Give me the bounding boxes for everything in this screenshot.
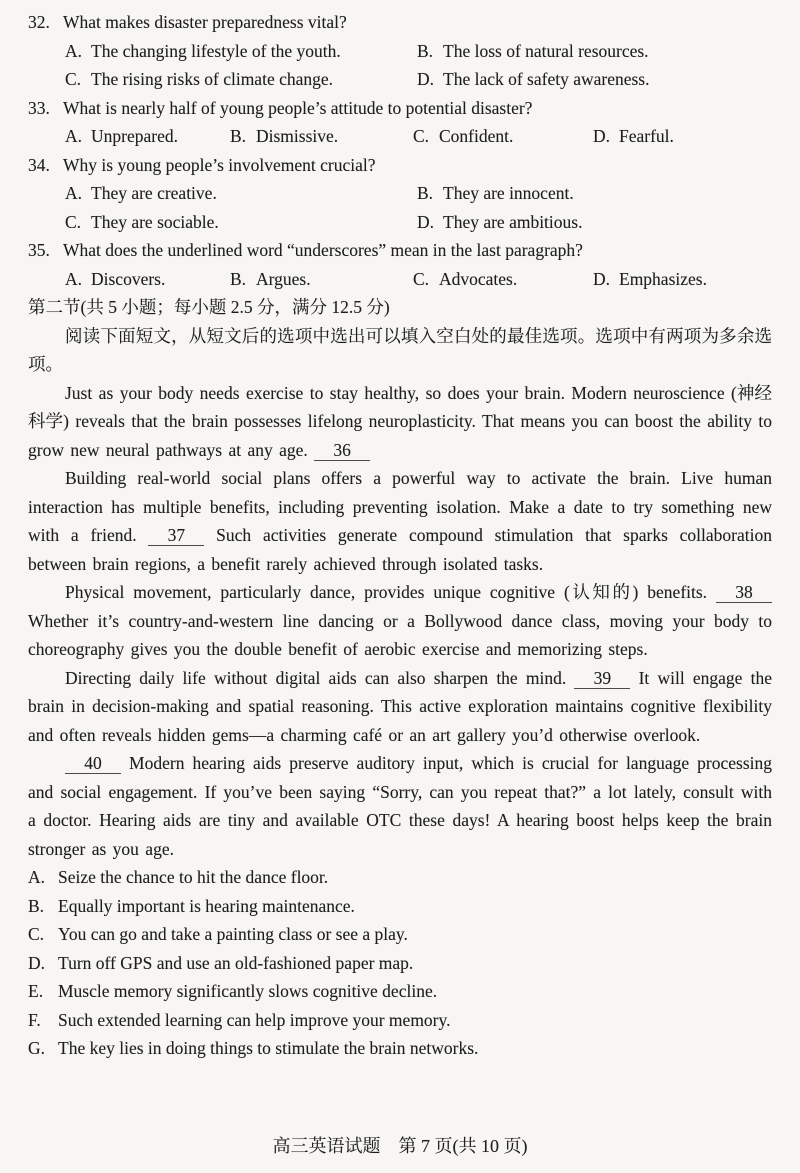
option-32-a <box>65 37 417 66</box>
option-text: Emphasizes. <box>619 268 707 289</box>
option-label: D. <box>593 268 611 289</box>
option-text: Advocates. <box>439 268 518 289</box>
option-text: Argues. <box>256 268 311 289</box>
option-text: They are sociable. <box>91 211 219 232</box>
option-label: A. <box>65 183 83 203</box>
option-32-b <box>417 37 649 66</box>
option-35-c <box>413 265 593 294</box>
choice-g <box>28 1034 772 1063</box>
option-34-c <box>65 208 417 237</box>
cloze-blank-40: 40 <box>65 753 121 774</box>
question-number: 35. <box>28 240 50 260</box>
option-label: C. <box>65 211 82 232</box>
cloze-blank-39: 39 <box>574 668 630 689</box>
option-33-a <box>65 122 230 151</box>
choice-label: D. <box>28 952 46 973</box>
option-label: B. <box>417 183 434 203</box>
option-text: The loss of natural resources. <box>443 40 649 61</box>
choice-text: Seize the chance to hit the dance floor. <box>58 867 329 887</box>
question-33 <box>28 94 772 151</box>
option-label: B. <box>417 40 434 61</box>
option-34-d <box>417 208 582 237</box>
option-text: Confident. <box>439 126 514 146</box>
question-text: What does the underlined word “underscores” mean in the last paragraph? <box>63 240 583 260</box>
choice-label: E. <box>28 981 44 1001</box>
choice-label: B. <box>28 895 45 916</box>
cloze-blank-37: 37 <box>148 525 204 546</box>
choice-b <box>28 892 772 921</box>
option-label: D. <box>417 211 435 232</box>
passage-paragraph-1: Just as your body needs exercise to stay healthy, so does your brain. Modern neuroscience (神经科学) reveals that the brain possesses lifelong neuroplasticity. That means you can boost the ability to grow new neural pathways at any age. 36 <box>28 382 772 460</box>
option-text: Discovers. <box>91 268 166 289</box>
choice-text: The key lies in doing things to stimulate the brain networks. <box>58 1038 479 1058</box>
question-number: 33. <box>28 97 50 118</box>
option-33-d <box>593 122 674 151</box>
choices-list <box>28 863 772 1063</box>
option-text: The rising risks of climate change. <box>91 69 334 89</box>
option-34-a <box>65 179 417 208</box>
option-label: A. <box>65 268 83 289</box>
choice-c <box>28 920 772 949</box>
cloze-blank-36: 36 <box>314 440 370 461</box>
option-text: Dismissive. <box>256 126 339 146</box>
choice-text: Such extended learning can help improve your memory. <box>58 1009 451 1030</box>
option-text: The changing lifestyle of the youth. <box>91 40 341 61</box>
option-text: They are innocent. <box>443 183 574 203</box>
option-text: Fearful. <box>619 126 674 146</box>
choice-label: A. <box>28 867 46 887</box>
option-label: C. <box>413 126 430 146</box>
option-label: C. <box>65 69 82 89</box>
option-35-a <box>65 265 230 294</box>
option-33-c <box>413 122 593 151</box>
option-text: Unprepared. <box>91 126 178 146</box>
choice-d <box>28 949 772 978</box>
cloze-blank-38: 38 <box>716 582 772 603</box>
choice-text: Muscle memory significantly slows cognitive decline. <box>58 981 438 1001</box>
choice-text: You can go and take a painting class or see a play. <box>58 924 408 944</box>
question-text: What makes disaster preparedness vital? <box>63 12 347 32</box>
choice-label: F. <box>28 1009 41 1030</box>
passage-paragraph-2: Building real-world social plans offers a powerful way to activate the brain. Live human interaction has multiple benefits, including preventing isolation. Make a date to try something new with a friend. 37 Such activities generate compound stimulation that sparks collaboration between brain regions, a benefit rarely achieved through isolated tasks. <box>28 468 772 574</box>
option-label: B. <box>230 268 247 289</box>
question-32 <box>28 8 772 94</box>
question-text: What is nearly half of young people’s attitude to potential disaster? <box>63 97 533 118</box>
choice-e <box>28 977 772 1006</box>
passage-paragraph-4: Directing daily life without digital aids can also sharpen the mind. 39 It will engage the brain in decision-making and spatial reasoning. This active exploration maintains cognitive flexibility and often reveals hidden gems—a charming café or an art gallery you’d otherwise overlook. <box>28 667 772 745</box>
choice-label: C. <box>28 924 45 944</box>
option-label: D. <box>417 69 435 89</box>
question-text: Why is young people’s involvement crucial? <box>63 154 376 175</box>
option-label: B. <box>230 126 247 146</box>
choice-label: G. <box>28 1038 46 1058</box>
section2-header: 第二节(共 5 小题；每小题 2.5 分，满分 12.5 分) <box>28 297 390 317</box>
question-35 <box>28 236 772 293</box>
option-32-c <box>65 65 417 94</box>
question-number: 32. <box>28 12 50 32</box>
choice-text: Turn off GPS and use an old-fashioned paper map. <box>58 952 414 973</box>
section2-instructions: 阅读下面短文，从短文后的选项中选出可以填入空白处的最佳选项。选项中有两项为多余选项。 <box>28 325 772 374</box>
passage-paragraph-3: Physical movement, particularly dance, provides unique cognitive (认知的) benefits. 38 Whether it’s country-and-western line dancing or a Bollywood dance class, moving your body to choreography gives you the double benefit of aerobic exercise and memorizing steps. <box>28 582 772 659</box>
choice-text: Equally important is hearing maintenance. <box>58 895 355 916</box>
option-34-b <box>417 179 574 208</box>
option-text: The lack of safety awareness. <box>443 69 650 89</box>
passage-paragraph-5: 40 Modern hearing aids preserve auditory input, which is crucial for language processing and social engagement. If you’ve been saying “Sorry, can you repeat that?” a lot lately, consult with a doctor. Hearing aids are tiny and available OTC these days! A hearing boost helps keep the brain stronger as you age. <box>28 753 772 859</box>
option-35-b <box>230 265 413 294</box>
question-34 <box>28 151 772 237</box>
option-label: D. <box>593 126 611 146</box>
option-label: A. <box>65 126 83 146</box>
option-33-b <box>230 122 413 151</box>
option-label: C. <box>413 268 430 289</box>
question-number: 34. <box>28 154 50 175</box>
page-footer: 高三英语试题 第 7 页(共 10 页) <box>272 1135 528 1156</box>
choice-a <box>28 863 772 892</box>
choice-f <box>28 1006 772 1035</box>
option-35-d <box>593 265 707 294</box>
option-label: A. <box>65 40 83 61</box>
option-32-d <box>417 65 650 94</box>
option-text: They are creative. <box>91 183 217 203</box>
option-text: They are ambitious. <box>443 211 583 232</box>
